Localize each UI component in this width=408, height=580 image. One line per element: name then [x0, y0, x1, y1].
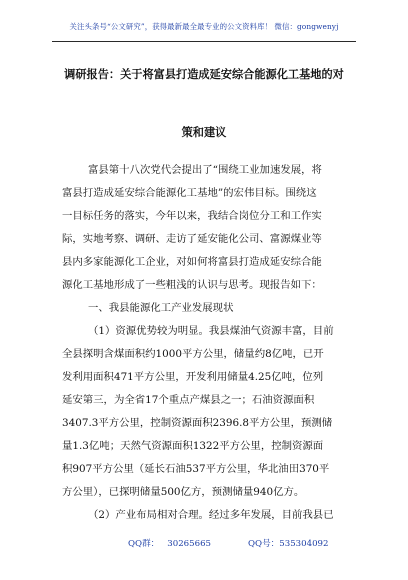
document-title-line-1: 调研报告：关于将富县打造成延安综合能源化工基地的对 [64, 67, 344, 81]
footer-qq-number-label: QQ号： [248, 539, 280, 549]
header-notice: 关注头条号“公文研究”，获得最新最全最专业的公文资料库！ 微信：gongwenyj [69, 22, 339, 31]
paragraph-line: 全县探明含煤面积约1000平方公里，储量约8亿吨，已开 [62, 348, 324, 360]
footer-qq-number-value: 535304092 [279, 539, 329, 549]
paragraph-line: 富县打造成延安综合能源化工基地”的宏伟目标。围绕这 [62, 187, 317, 199]
paragraph-line: 源化工基地形成了一些粗浅的认识与思考。现报告如下： [62, 279, 322, 291]
paragraph-line: 3407.3平方公里，控制资源面积2396.8平方公里，预测储 [62, 417, 333, 429]
footer-qq-number [248, 537, 329, 549]
footer-qq-group-value: 30265665 [167, 539, 212, 549]
paragraph-line: 延安第三，为全省17个重点产煤县之一；石油资源面积 [62, 394, 315, 406]
section-heading: 一、我县能源化工产业发展现状 [88, 302, 234, 314]
paragraph-line: 方公里），已探明储量500亿方，预测储量940亿方。 [62, 486, 305, 498]
paragraph-line: 量1.3亿吨；天然气资源面积1322平方公里，控制资源面 [62, 440, 324, 452]
paragraph-line: 县内多家能源化工企业，对如何将富县打造成延安综合能 [62, 256, 322, 268]
paragraph-line: 际，实地考察、调研、走访了延安能化公司、富源煤业等 [62, 233, 322, 245]
footer-qq-group-label: QQ群： [128, 539, 160, 549]
paragraph-line: 发利用面积471平方公里，开发利用储量4.25亿吨，位列 [62, 371, 324, 383]
document-title-line-2: 策和建议 [181, 125, 227, 139]
footer-qq-group [128, 537, 211, 549]
paragraph-line: 一目标任务的落实，今年以来，我结合岗位分工和工作实 [62, 210, 322, 222]
paragraph-line: 富县第十八次党代会提出了“围绕工业加速发展，将 [88, 164, 322, 176]
paragraph-line: （2）产业布局相对合理。经过多年发展，目前我县已 [88, 509, 334, 521]
header-divider [52, 41, 356, 42]
paragraph-line: （1）资源优势较为明显。我县煤油气资源丰富，目前 [88, 325, 334, 337]
paragraph-line: 积907平方公里（延长石油537平方公里，华北油田370平 [62, 463, 330, 475]
